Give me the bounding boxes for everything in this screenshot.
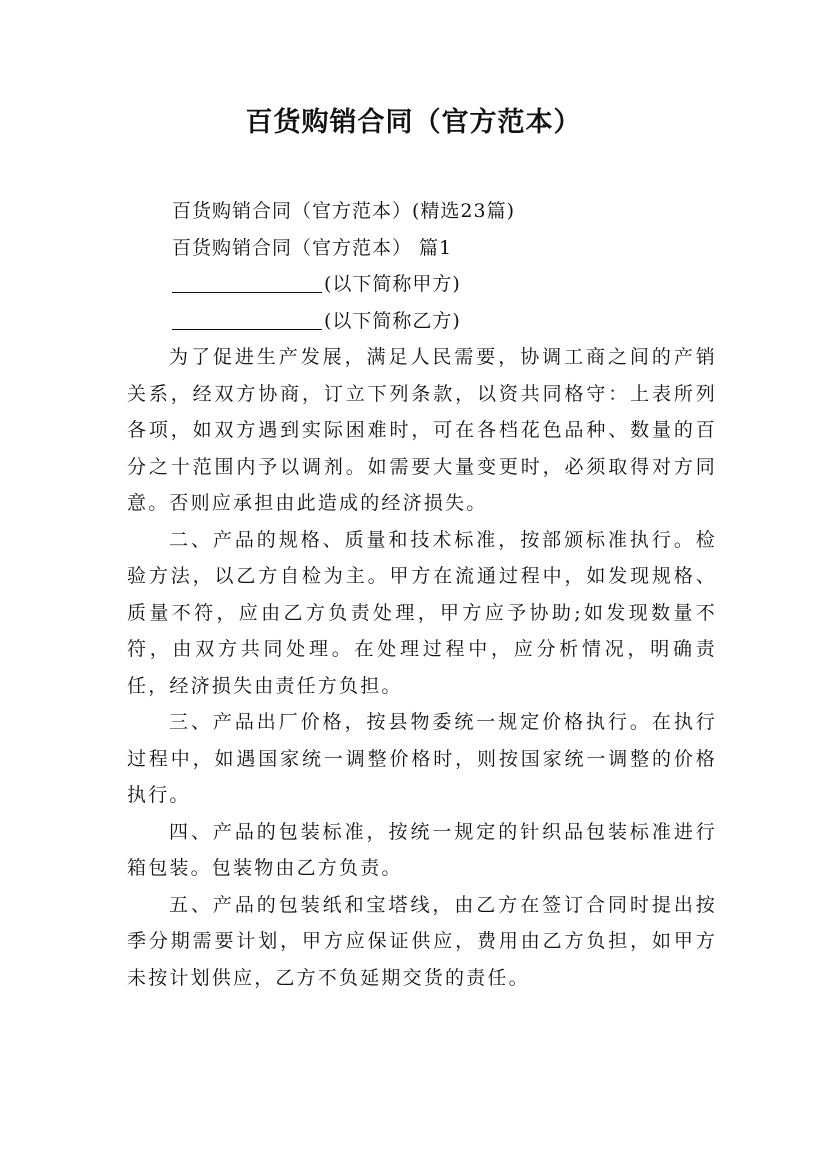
- paragraph-clause-5: 五、产品的包装纸和宝塔线，由乙方在签订合同时提出按季分期需要计划，甲方应保证供应，费用由乙方负担，如甲方未按计划供应，乙方不负延期交货的责任。: [127, 893, 717, 989]
- paragraph-clause-2: 二、产品的规格、质量和技术标准，按部颁标准执行。检验方法，以乙方自检为主。甲方在流通过程中，如发现规格、质量不符，应由乙方负责处理，甲方应予协助;如发现数量不符，由双方共同处理。在处理过程中，应分析情况，明确责任，经济损失由责任方负担。: [127, 528, 717, 697]
- document-body: [127, 193, 717, 996]
- paragraph-clause-3: 三、产品出厂价格，按县物委统一规定价格执行。在执行过程中，如遇国家统一调整价格时，则按国家统一调整的价格执行。: [127, 711, 717, 806]
- paragraph-intro: 为了促进生产发展，满足人民需要，协调工商之间的产销关系，经双方协商，订立下列条款，以资共同格守：上表所列各项，如双方遇到实际困难时，可在各档花色品种、数量的百分之十范围内予以调剂。如需要大量变更时，必须取得对方同意。否则应承担由此造成的经济损失。: [127, 346, 717, 514]
- document-title: 百货购销合同（官方范本）: [245, 107, 582, 138]
- party-a-blank: [172, 270, 322, 293]
- party-b-label: (以下简称乙方): [324, 309, 461, 332]
- section-heading: 百货购销合同（官方范本） 篇1: [172, 236, 453, 259]
- party-a-label: (以下简称甲方): [324, 273, 461, 295]
- paragraph-clause-4: 四、产品的包装标准，按统一规定的针织品包装标准进行箱包装。包装物由乙方负责。: [127, 820, 717, 879]
- party-b-blank: [172, 307, 322, 330]
- party-a-line: [127, 266, 717, 303]
- party-b-line: [127, 303, 717, 340]
- document-subtitle: 百货购销合同（官方范本）(精选23篇): [172, 200, 516, 222]
